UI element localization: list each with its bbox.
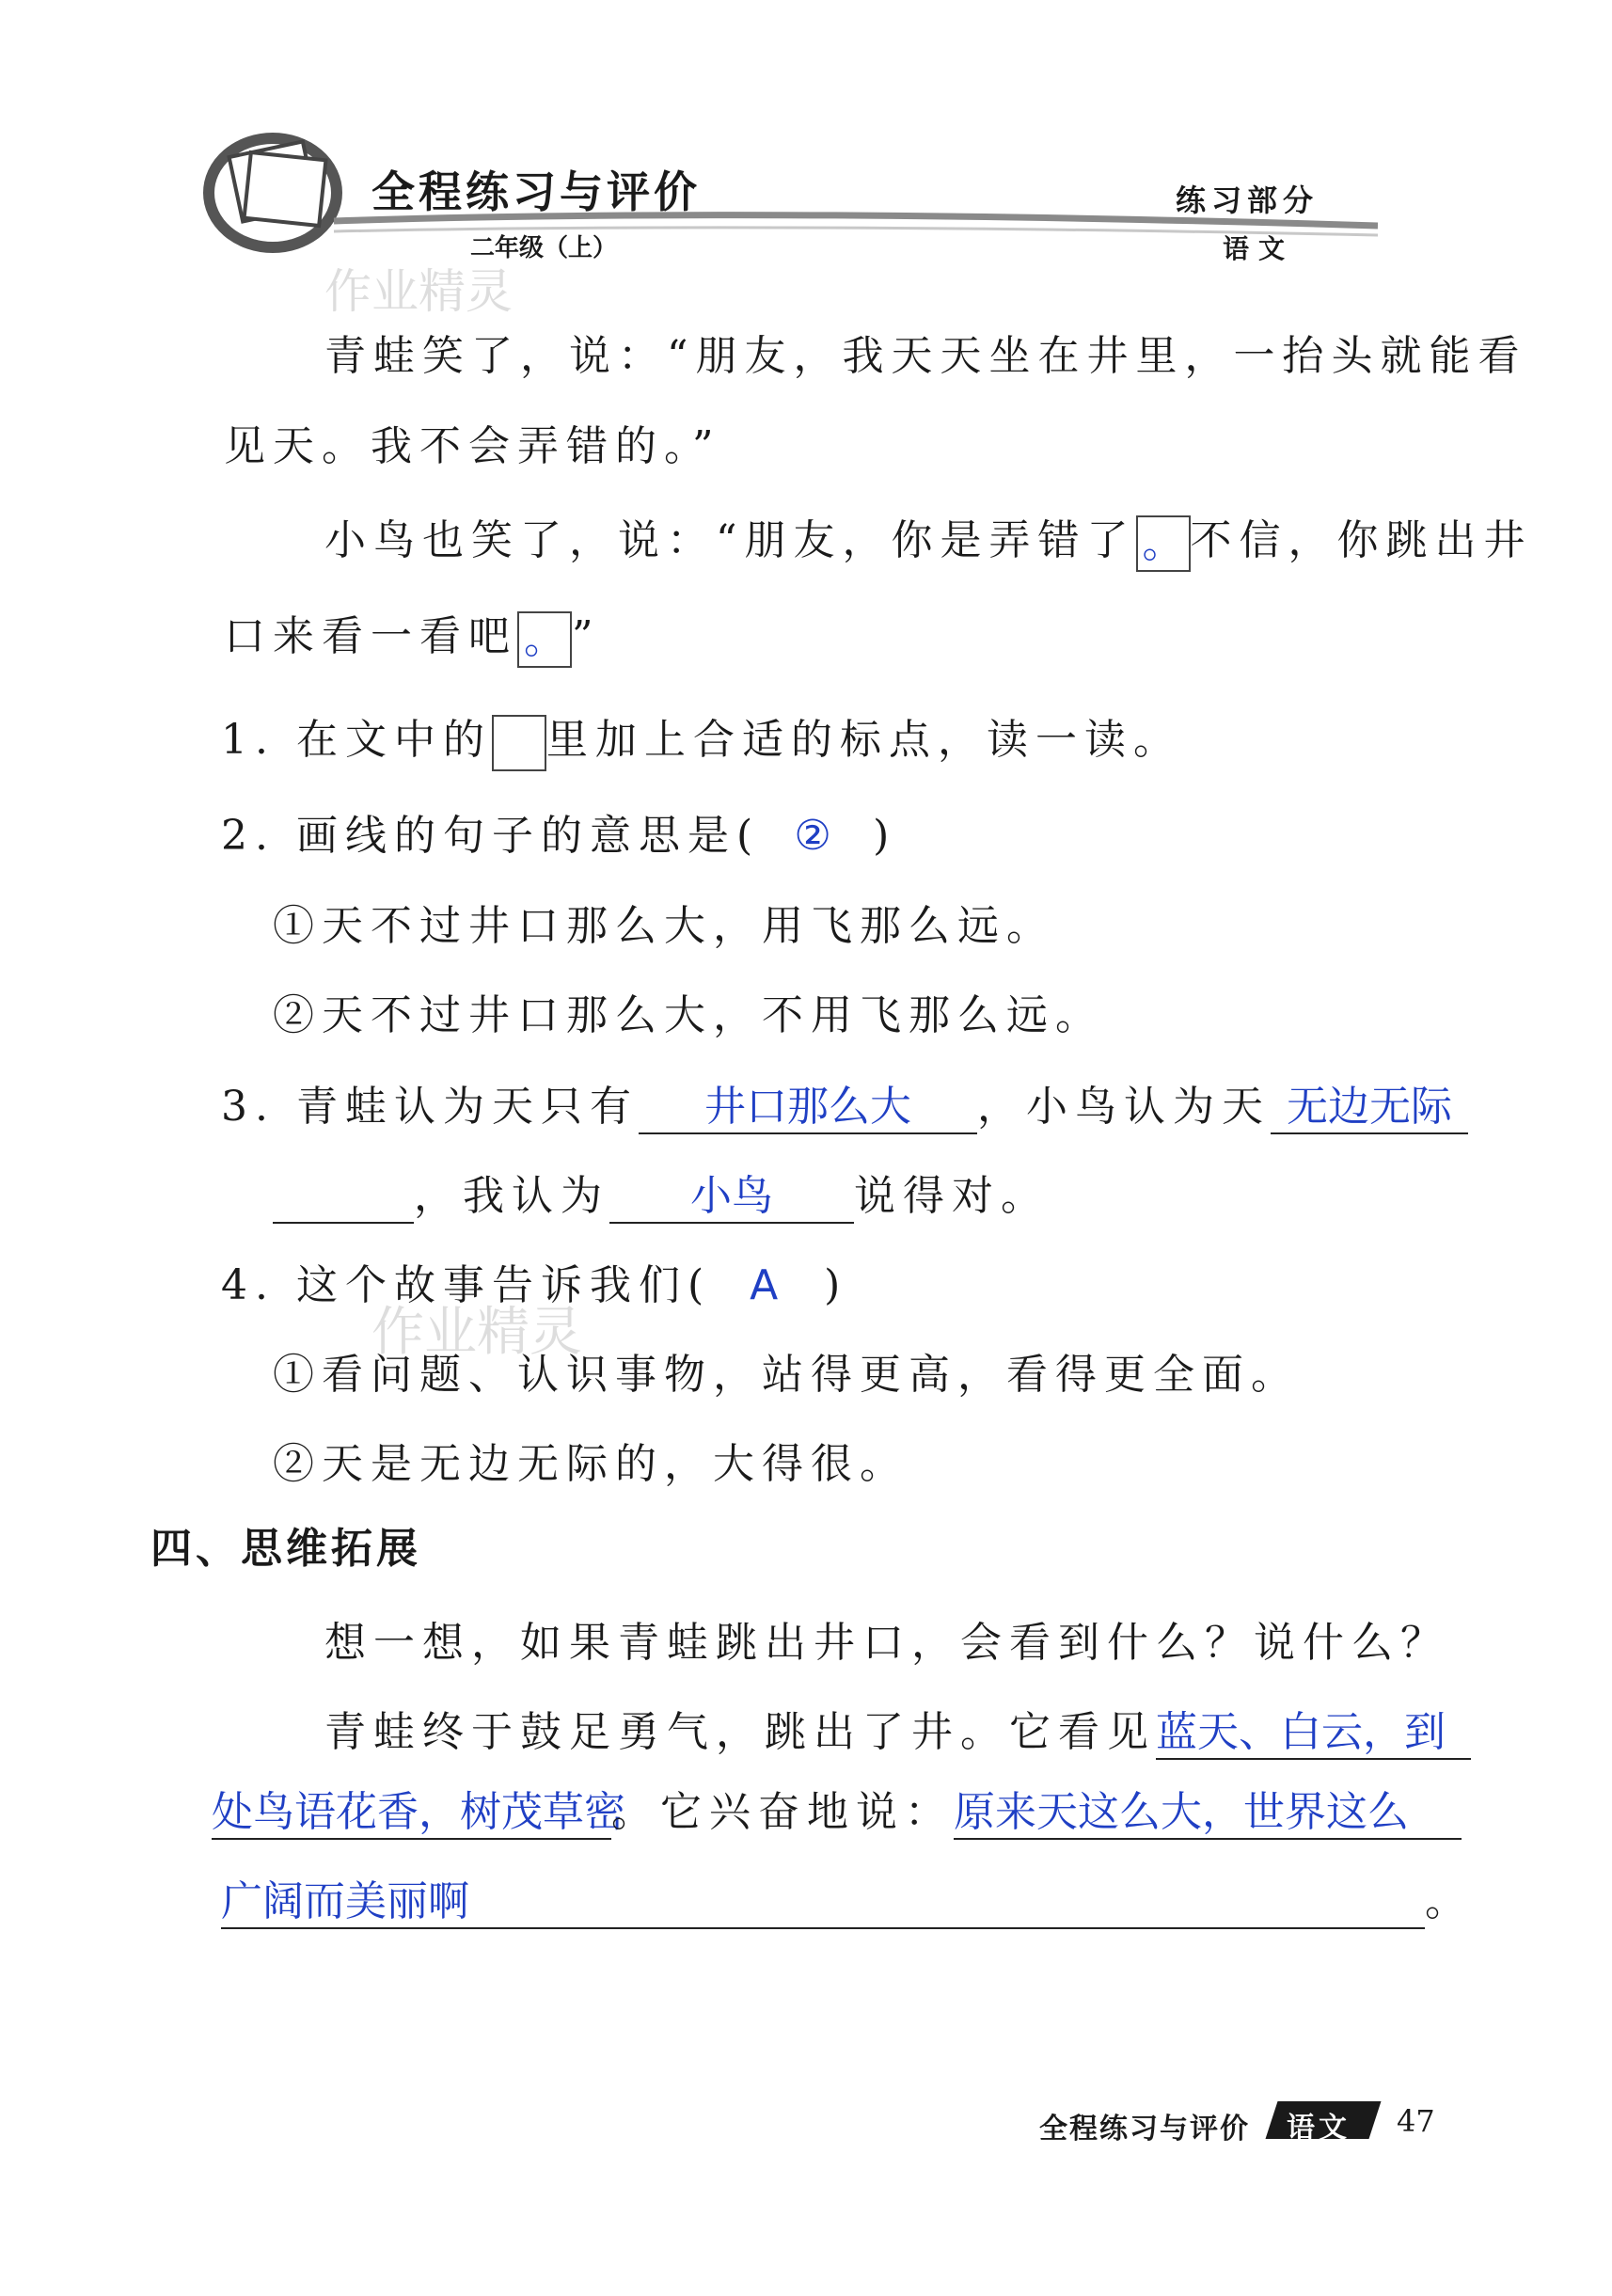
question-4 [221,1251,847,1311]
handwritten-mark-2: 。 [524,614,565,663]
extension-blank-2[interactable]: 处鸟语花香，树茂草密 [212,1778,611,1840]
question-3-blank-1[interactable]: 井口那么大 [639,1072,977,1134]
question-1-tail: 里加上合适的标点，读一读。 [545,716,1182,764]
extension-blank-3[interactable]: 原来天这么大，世界这么 [954,1778,1462,1840]
question-1 [221,705,1182,771]
question-4-option-1: ①看问题、认识事物，站得更高，看得更全面。 [273,1351,1300,1399]
extension-blank-4[interactable]: 广阔而美丽啊 [221,1867,1425,1929]
footer-title: 全程练习与评价 [1039,2113,1250,2146]
footer-subject: 语文 [1287,2112,1351,2145]
passage-line-4-tail: ” [572,612,601,660]
extension-end: 。 [1425,1877,1474,1925]
question-3-blank-2[interactable]: 无边无际 [1271,1072,1468,1134]
extension-text-2: 。它兴奋地说： [611,1788,954,1836]
question-2-prompt: 2. 画线的句子的意思是( [221,812,761,860]
question-2-option-1: ①天不过井口那么大，用飞那么远。 [273,902,1055,950]
question-3-text-a: 3. 青蛙认为天只有 [221,1083,639,1131]
question-3-line-1 [221,1072,1468,1134]
passage-line-3-text: 小鸟也笑了，说：“朋友，你是弄错了 [324,516,1136,564]
watermark-middle: 作业精灵 [371,1302,582,1363]
watermark-top: 作业精灵 [324,264,513,319]
section-heading: 四、思维拓展 [150,1525,421,1573]
question-4-close: ) [824,1261,848,1309]
question-4-answer[interactable]: A [750,1261,786,1309]
question-2-answer[interactable]: ② [794,812,839,860]
question-1-text: 1. 在文中的 [221,716,492,764]
extension-text-1: 青蛙终于鼓足勇气，跳出了井。它看见 [324,1708,1156,1756]
extension-line-3 [221,1867,1474,1929]
punctuation-box-2[interactable] [517,611,572,668]
question-3-text-c: ，我认为 [414,1172,609,1220]
question-2 [221,801,896,862]
extension-line-2 [212,1778,1462,1840]
question-2-close: ) [873,812,897,860]
passage-line-2: 见天。我不会弄错的。” [224,422,721,470]
passage-line-1: 青蛙笑了，说：“朋友，我天天坐在井里，一抬头就能看 [324,332,1527,380]
punctuation-box-1[interactable] [1136,515,1191,572]
passage-line-3-tail: 不信，你跳出井 [1190,516,1533,564]
extension-prompt: 想一想，如果青蛙跳出井口，会看到什么？说什么？ [324,1619,1449,1667]
question-2-option-2: ②天不过井口那么大，不用飞那么远。 [273,991,1104,1039]
question-3-text-b: ，小鸟认为天 [976,1083,1271,1131]
extension-blank-1[interactable]: 蓝天、白云，到 [1156,1698,1471,1760]
passage-line-3 [324,506,1533,572]
example-box [492,715,546,771]
extension-line-1 [324,1698,1471,1760]
passage-line-4-text: 口来看一看吧 [224,612,517,660]
question-4-option-2: ②天是无边无际的，大得很。 [273,1440,909,1488]
question-3-blank-2-cont [273,1175,414,1224]
header-grade: 二年级（上） [470,234,618,262]
question-3-blank-3[interactable]: 小鸟 [609,1162,854,1224]
question-4-prompt: 4. 这个故事告诉我们( [221,1261,712,1309]
handwritten-mark-1: 。 [1142,518,1184,567]
header-title: 全程练习与评价 [371,166,701,217]
passage-line-4 [224,602,601,668]
question-3-text-d: 说得对。 [854,1172,1050,1220]
header-section: 练习部分 [1176,182,1320,218]
question-3-line-2 [273,1162,1050,1224]
header-subject: 语文 [1223,233,1295,264]
page-number: 47 [1397,2103,1435,2139]
